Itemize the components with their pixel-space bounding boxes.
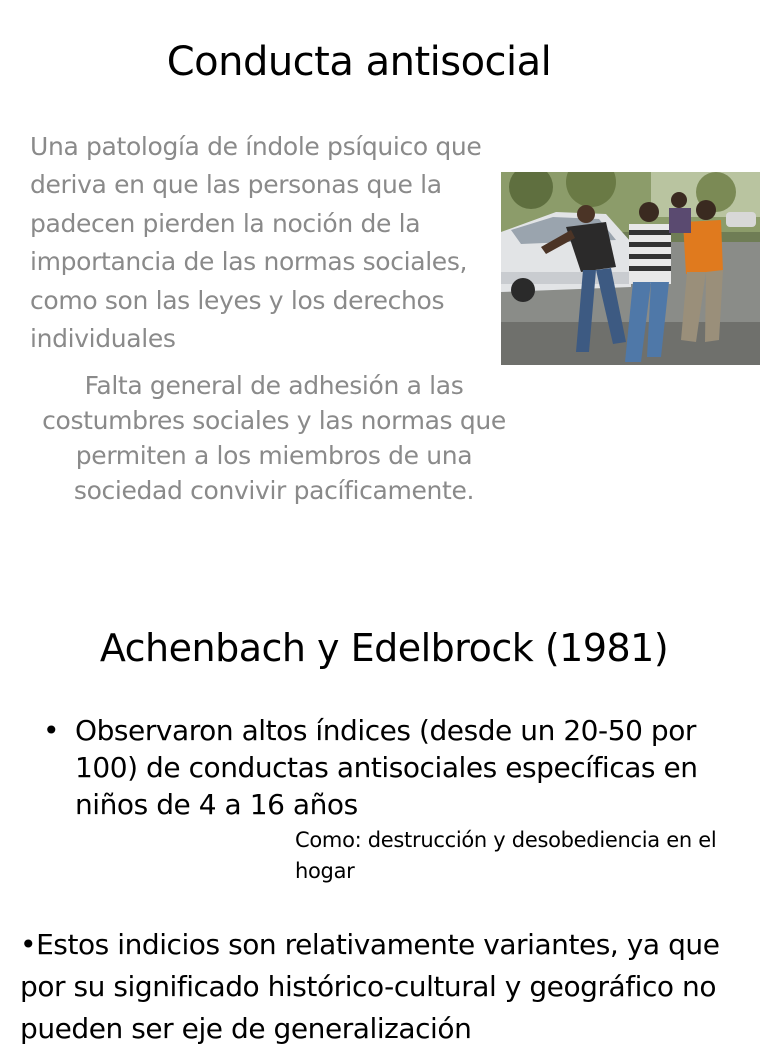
slide-title: Conducta antisocial	[166, 39, 552, 85]
bullet-dot: •	[43, 714, 60, 747]
definition-paragraph-2: Falta general de adhesión a las costumbres sociales y las normas que permiten a los miembros de una sociedad convivir pacíficamente.	[42, 371, 506, 505]
slide-title-2: Achenbach y Edelbrock (1981)	[99, 626, 669, 670]
street-fight-photo	[501, 172, 760, 365]
example-note: Como: destrucción y desobediencia en el hogar	[295, 828, 717, 883]
conclusion-paragraph: •Estos indicios son relativamente variantes, ya que por su significado histórico-cultural y geográfico no pueden ser eje de generalización	[20, 928, 720, 1045]
bullet-text: Observaron altos índices (desde un 20-50 por 100) de conductas antisociales específicas en niños de 4 a 16 años	[75, 714, 698, 821]
definition-paragraph: Una patología de índole psíquico que deriva en que las personas que la padecen pierden la noción de la importancia de las normas sociales, como son las leyes y los derechos individuales	[30, 132, 482, 354]
